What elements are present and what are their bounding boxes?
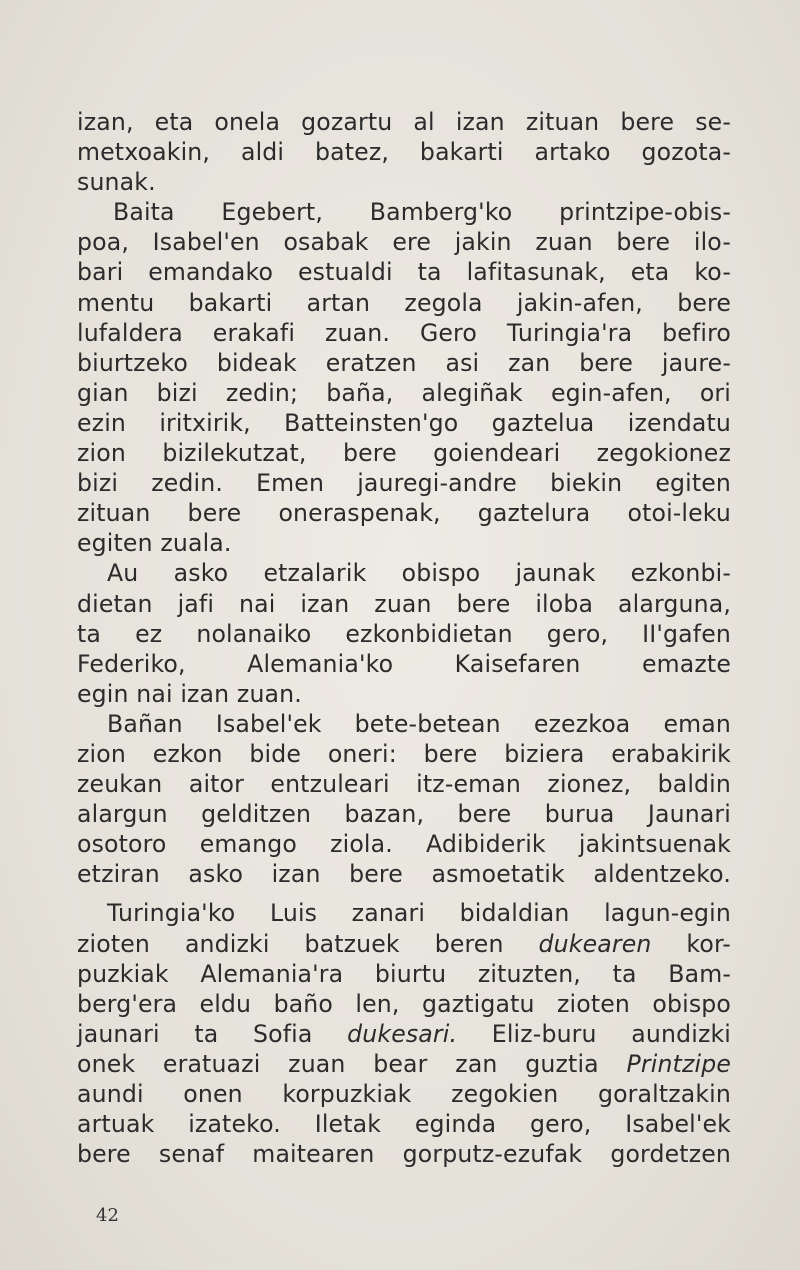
text-line: aundi onen korpuzkiak zegokien goraltzakin xyxy=(77,1080,731,1108)
text-line: berg'era eldu baño len, gaztigatu zioten obispo xyxy=(77,989,731,1018)
italic-word: Printzipe xyxy=(626,1049,731,1078)
text-line: ezin iritxirik, Batteinsten'go gaztelua izendatu xyxy=(77,408,731,437)
paragraph xyxy=(77,558,731,708)
text-line: bizi zedin. Emen jauregi-andre biekin egiten xyxy=(77,469,731,498)
text-line: gian bizi zedin; baña, alegiñak egin-afen, ori xyxy=(77,378,731,407)
text-line: zeukan aitor entzuleari itz-eman zionez, baldin xyxy=(77,770,731,799)
text-line: biurtzeko bideak eratzen asi zan bere jaure- xyxy=(77,348,731,377)
paragraph xyxy=(77,197,731,558)
text-line: egin nai izan zuan. xyxy=(77,679,302,708)
body-text xyxy=(77,107,731,1169)
text-line: izan, eta onela gozartu al izan zituan bere se- xyxy=(77,108,731,136)
text-line: alargun gelditzen bazan, bere burua Jaunari xyxy=(77,800,731,829)
text-line: etziran asko izan bere asmoetatik aldentzeko. xyxy=(77,860,731,889)
paragraph xyxy=(77,107,731,197)
text-line: zion bizilekutzat, bere goiendeari zegokionez xyxy=(77,439,731,468)
text-line: Federiko, Alemania'ko Kaisefaren emazte xyxy=(77,649,731,678)
text-line: sunak. xyxy=(77,168,156,197)
text-line: Au asko etzalarik obispo jaunak ezkonbi- xyxy=(107,559,731,588)
text-line: zituan bere oneraspenak, gaztelura otoi-leku xyxy=(77,499,731,528)
page-number: 42 xyxy=(96,1205,119,1226)
paragraph xyxy=(77,709,731,890)
text-line: metxoakin, aldi batez, bakarti artako gozota- xyxy=(77,138,731,167)
italic-word: dukearen xyxy=(538,929,652,958)
text-line: bere senaf maitearen gorputz-ezufak gordetzen xyxy=(77,1140,731,1169)
text-line: egiten zuala. xyxy=(77,529,232,558)
text-line: poa, Isabel'en osabak ere jakin zuan bere ilo- xyxy=(77,228,731,257)
text-line: lufaldera erakafi zuan. Gero Turingia'ra befiro xyxy=(77,318,731,347)
text-line: dietan jafi nai izan zuan bere iloba alarguna, xyxy=(77,589,731,618)
text-line: jaunari ta Sofia dukesari. Eliz-buru aundizki xyxy=(77,1019,731,1048)
text-line: zion ezkon bide oneri: bere biziera erabakirik xyxy=(77,739,731,768)
text-line: Baita Egebert, Bamberg'ko printzipe-obis- xyxy=(113,198,731,227)
text-line: artuak izateko. Iletak eginda gero, Isabel'ek xyxy=(77,1110,731,1139)
text-line: Turingia'ko Luis zanari bidaldian lagun-egin xyxy=(107,899,731,928)
italic-word: dukesari. xyxy=(347,1019,458,1048)
text-line: zioten andizki batzuek beren dukearen kor- xyxy=(77,929,731,958)
text-line: onek eratuazi zuan bear zan guztia Printzipe xyxy=(77,1049,731,1078)
text-line: Bañan Isabel'ek bete-betean ezezkoa eman xyxy=(107,709,731,738)
text-line: osotoro emango ziola. Adibiderik jakintsuenak xyxy=(77,830,731,859)
text-line: mentu bakarti artan zegola jakin-afen, bere xyxy=(77,288,731,317)
text-line: ta ez nolanaiko ezkonbidietan gero, II'gafen xyxy=(77,619,731,648)
text-line: puzkiak Alemania'ra biurtu zituzten, ta Bam- xyxy=(77,959,731,988)
paragraph xyxy=(77,898,731,1169)
text-line: bari emandako estualdi ta lafitasunak, eta ko- xyxy=(77,258,731,287)
